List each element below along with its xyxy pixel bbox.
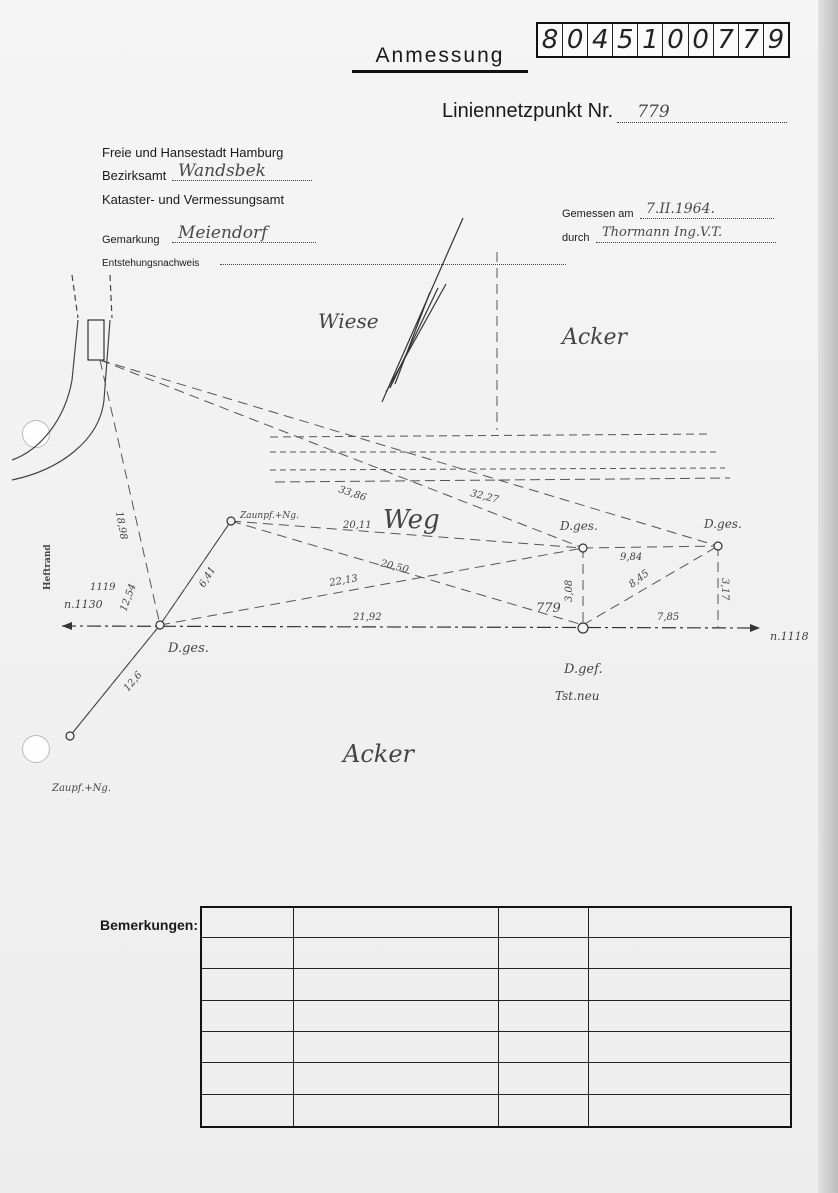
remarks-cell bbox=[589, 938, 790, 969]
measurement-label: 9,84 bbox=[620, 552, 643, 563]
remarks-cell bbox=[202, 1001, 294, 1032]
document-number-digit: 0 bbox=[663, 24, 688, 56]
remarks-cell bbox=[294, 1032, 499, 1063]
remarks-cell bbox=[294, 969, 499, 1000]
remarks-cell bbox=[499, 908, 589, 938]
document-number-digit: 1 bbox=[638, 24, 663, 56]
ref-label: n.1118 bbox=[770, 630, 809, 643]
remarks-cell bbox=[202, 969, 294, 1000]
point-label: D.ges. bbox=[704, 517, 742, 531]
measurement-label: 20,11 bbox=[343, 520, 372, 531]
office-name: Kataster- und Vermessungsamt bbox=[102, 192, 285, 207]
point-label: 779 bbox=[536, 601, 561, 616]
ref-label: n.1130 bbox=[64, 598, 103, 611]
document-number-digit: 8 bbox=[538, 24, 563, 56]
measurement-label: 6,41 bbox=[197, 564, 219, 590]
measured-by-value: Thormann Ing.V.T. bbox=[596, 224, 776, 243]
document-number-digit: 0 bbox=[689, 24, 714, 56]
remarks-cell bbox=[294, 1095, 499, 1126]
gemarkung-label: Gemarkung bbox=[102, 234, 160, 246]
north-arrow-icon bbox=[382, 218, 463, 402]
measurement-label: 18,98 bbox=[113, 510, 129, 541]
city-name: Freie und Hansestadt Hamburg bbox=[102, 145, 284, 160]
remarks-cell bbox=[202, 1032, 294, 1063]
point-label: D.gef. bbox=[564, 662, 603, 677]
point-number-label: Liniennetzpunkt Nr. bbox=[442, 100, 614, 122]
remarks-cell bbox=[499, 1001, 589, 1032]
remarks-cell bbox=[294, 1063, 499, 1094]
bezirksamt-value: Wandsbek bbox=[172, 162, 312, 181]
point-label: D.ges. bbox=[560, 519, 598, 533]
remarks-label: Bemerkungen: bbox=[100, 917, 199, 933]
remarks-cell bbox=[202, 1095, 294, 1126]
measured-on-label: Gemessen am bbox=[562, 208, 634, 220]
remarks-cell bbox=[202, 938, 294, 969]
remarks-table bbox=[200, 906, 792, 1128]
entstehung-label: Entstehungsnachweis bbox=[102, 258, 200, 269]
remarks-cell bbox=[294, 1001, 499, 1032]
remarks-cell bbox=[499, 1095, 589, 1126]
heftrand-label: Heftrand bbox=[43, 544, 53, 590]
remarks-cell bbox=[202, 1063, 294, 1094]
document-number-digit: 7 bbox=[714, 24, 739, 56]
remarks-cell bbox=[589, 1095, 790, 1126]
measured-on-value: 7.II.1964. bbox=[640, 200, 774, 219]
remarks-cell bbox=[294, 908, 499, 938]
point-label: Tst.neu bbox=[555, 689, 600, 703]
measurement-label: 7,85 bbox=[657, 612, 680, 623]
measurement-label: 32,27 bbox=[469, 488, 500, 506]
fence-hatching bbox=[70, 521, 231, 736]
remarks-cell bbox=[499, 969, 589, 1000]
measurement-label: 8,45 bbox=[627, 567, 652, 591]
measurement-label: 12,6 bbox=[121, 669, 145, 694]
measured-by-label: durch bbox=[562, 232, 590, 244]
remarks-cell bbox=[499, 1032, 589, 1063]
document-number-digit: 5 bbox=[613, 24, 638, 56]
survey-points bbox=[66, 517, 722, 740]
bezirksamt-label: Bezirksamt bbox=[102, 168, 167, 183]
baseline bbox=[62, 626, 760, 628]
remarks-cell bbox=[202, 908, 294, 938]
measurement-label: 22,13 bbox=[328, 573, 359, 589]
measurement-label: 12,54 bbox=[118, 582, 139, 614]
arrow-right-icon bbox=[750, 624, 760, 632]
remarks-cell bbox=[294, 938, 499, 969]
document-number-digit: 7 bbox=[739, 24, 764, 56]
measurement-label: 33,86 bbox=[337, 484, 368, 504]
document-title: Anmessung bbox=[352, 44, 528, 73]
field-label-acker-top: Acker bbox=[562, 325, 628, 350]
measurement-label: 20,50 bbox=[379, 558, 410, 576]
document-number-digit: 9 bbox=[767, 25, 785, 55]
ref-label: 1119 bbox=[90, 582, 116, 593]
point-label: Zaunpf.+Ng. bbox=[240, 511, 299, 521]
remarks-cell bbox=[499, 1063, 589, 1094]
measurement-label: 3,17 bbox=[719, 578, 730, 601]
field-label-acker-bottom: Acker bbox=[343, 740, 414, 768]
measurement-lines bbox=[70, 360, 718, 736]
remarks-cell bbox=[589, 1001, 790, 1032]
document-number-digit: 0 bbox=[563, 24, 588, 56]
point-label: Zaupf.+Ng. bbox=[52, 783, 111, 794]
measurement-label: 3,08 bbox=[564, 579, 575, 602]
point-label: D.ges. bbox=[168, 641, 209, 656]
curved-road bbox=[12, 275, 112, 480]
gemarkung-value: Meiendorf bbox=[172, 224, 316, 243]
remarks-cell bbox=[589, 1032, 790, 1063]
arrow-left-icon bbox=[62, 622, 72, 630]
point-number-value: 779 bbox=[617, 102, 787, 123]
field-label-weg: Weg bbox=[383, 505, 440, 535]
remarks-cell bbox=[589, 1063, 790, 1094]
field-label-wiese: Wiese bbox=[318, 309, 379, 333]
document-number-digit: 4 bbox=[588, 24, 613, 56]
remarks-cell bbox=[589, 908, 790, 938]
remarks-cell bbox=[499, 938, 589, 969]
remarks-cell bbox=[589, 969, 790, 1000]
road-strip bbox=[270, 434, 730, 482]
measurement-label: 21,92 bbox=[353, 612, 382, 623]
